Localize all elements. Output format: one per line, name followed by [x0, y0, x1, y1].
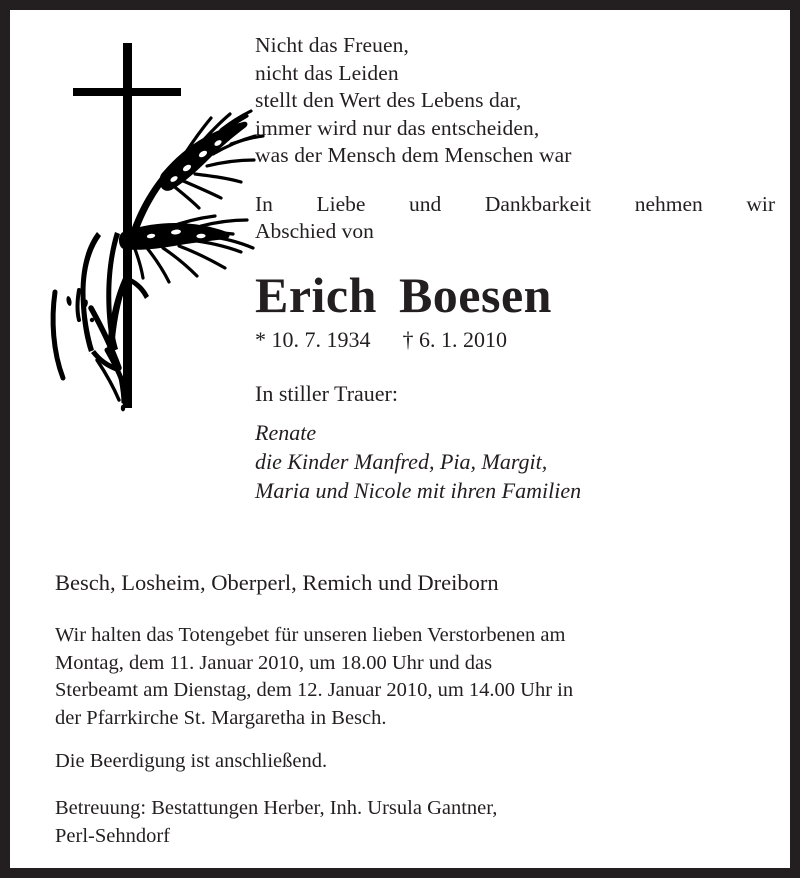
death-date: 6. 1. 2010 [419, 326, 507, 352]
main-text-column [255, 32, 775, 505]
mourning-heading: In stiller Trauer: [255, 380, 398, 406]
mourner-line-2: die Kinder Manfred, Pia, Margit, [255, 448, 548, 474]
mourner-line-1: Renate [255, 419, 317, 445]
burial-note: Die Beerdigung ist anschließend. [55, 750, 328, 772]
poem-line-2: nicht das Leiden [255, 60, 399, 85]
death-symbol: † [402, 326, 414, 352]
birth-symbol: * [255, 326, 266, 352]
mourners-block [255, 418, 775, 505]
cross-horizontal-beam [73, 88, 181, 96]
farewell-line-1: In Liebe und Dankbarkeit nehmen wir [255, 191, 775, 216]
farewell-line-2: Abschied von [255, 219, 374, 243]
funeral-home-line-2: Perl-Sehndorf [55, 824, 171, 847]
leaf-blade-outer [81, 232, 101, 352]
poem-line-5: was der Mensch dem Menschen war [255, 143, 572, 167]
poem-block [255, 32, 775, 170]
deceased-name [255, 268, 775, 322]
farewell-block [255, 191, 775, 246]
cross-vertical-beam [123, 43, 132, 408]
service-details [55, 622, 765, 732]
poem-line-3: stellt den Wert des Lebens dar, [255, 88, 522, 112]
mourner-line-3: Maria und Nicole mit ihren Familien [255, 477, 582, 503]
funeral-home-line-1: Betreuung: Bestattungen Herber, Inh. Ursula Gantner, [55, 797, 498, 819]
funeral-home-note [55, 795, 765, 850]
service-line-1: Wir halten das Totengebet für unseren lieben Verstorbenen am [55, 624, 566, 646]
deceased-last-name: Boesen [398, 266, 552, 323]
service-line-3: Sterbeamt am Dienstag, dem 12. Januar 2010, um 14.00 Uhr in [55, 679, 574, 701]
birth-date: 10. 7. 1934 [271, 326, 371, 352]
notice-inner [10, 10, 790, 868]
places-line: Besch, Losheim, Oberperl, Remich und Dreiborn [55, 570, 499, 595]
life-dates [255, 326, 775, 354]
poem-line-4: immer wird nur das entscheiden, [255, 115, 540, 140]
poem-line-1: Nicht das Freuen, [255, 33, 409, 57]
service-line-4: der Pfarrkirche St. Margaretha in Besch. [55, 706, 387, 729]
deceased-first-name: Erich [255, 266, 377, 323]
service-line-2: Montag, dem 11. Januar 2010, um 18.00 Uhr und das [55, 651, 493, 674]
cross-with-wheat-ears-illustration [35, 20, 270, 420]
